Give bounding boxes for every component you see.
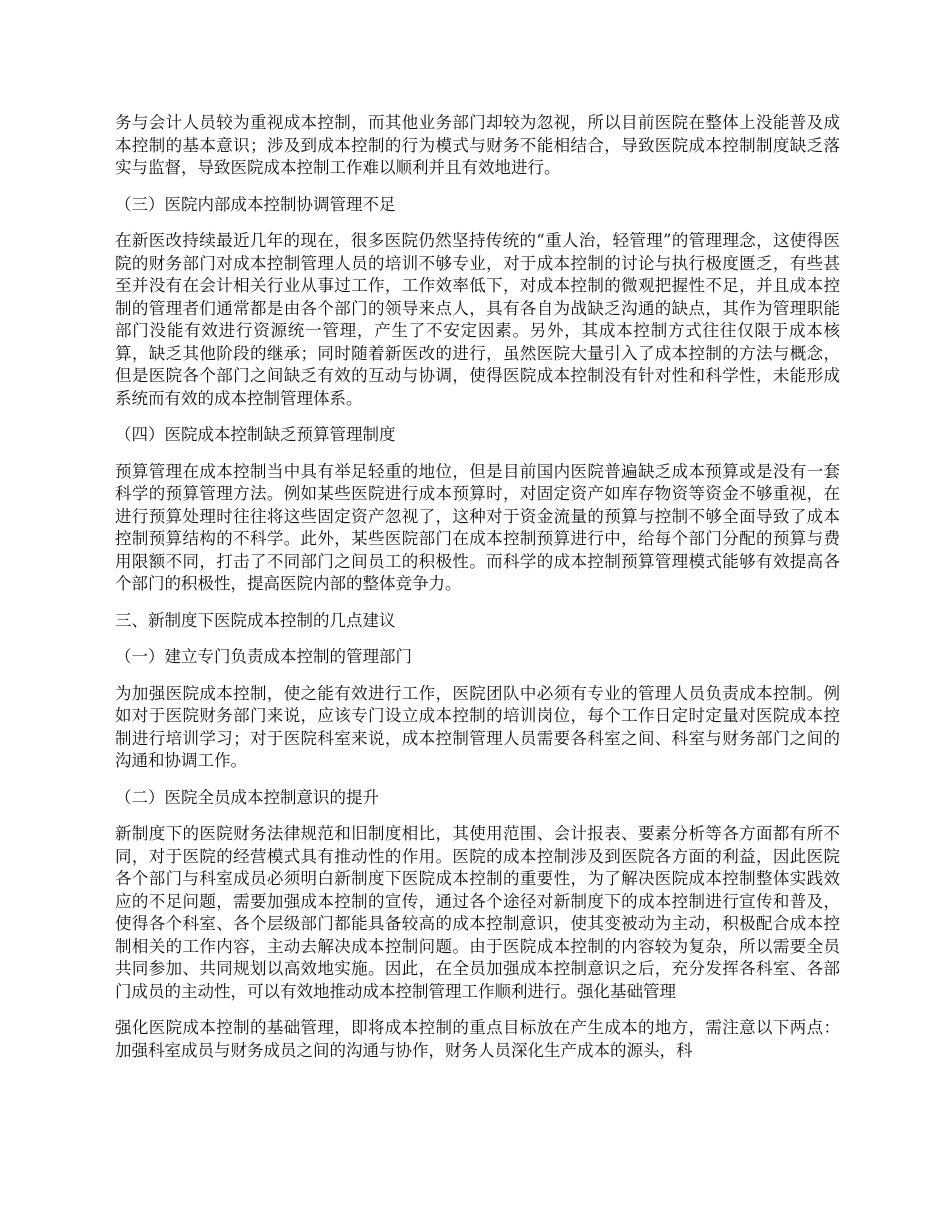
section-heading-coordination: （三）医院内部成本控制协调管理不足 <box>115 194 396 214</box>
paragraph-coordination: 在新医改持续最近几年的现在，很多医院仍然坚持传统的“重人治，轻管理”的管理理念，这使得医院的财务部门对成本控制管理人员的培训不够专业，对于成本控制的讨论与执行极度匮乏，有些甚至并没有在会计相关行业从事过工作，工作效率低下，对成本控制的微观把握性不足，并且成本控制的管理者们通常都是由各个部门的领导来点人，具有各自为战缺乏沟通的缺点，其作为管理职能部门没能有效进行资源统一管理，产生了不安定因素。另外，其成本控制方式往往仅限于成本核算，缺乏其他阶段的继承；同时随着新医改的进行，虽然医院大量引入了成本控制的方法与概念，但是医院各个部门之间缺乏有效的互动与协调，使得医院成本控制没有针对性和科学性，未能形成系统而有效的成本控制管理体系。 <box>115 231 840 408</box>
chapter-heading-suggestions: 三、新制度下医院成本控制的几点建议 <box>115 610 396 630</box>
section-heading-budget: （四）医院成本控制缺乏预算管理制度 <box>115 425 396 444</box>
section-heading-department: （一）建立专门负责成本控制的管理部门 <box>115 647 412 666</box>
paragraph-budget: 预算管理在成本控制当中具有举足轻重的地位，但是目前国内医院普遍缺乏成本预算或是没有一套科学的预算管理方法。例如某些医院进行成本预算时，对固定资产如库存物资等资金不够重视，在进行预算处理时往往将这些固定资产忽视了，这种对于资金流量的预算与控制不够全面导致了成本控制预算结构的不科学。此外，某些医院部门在成本控制预算进行中，给每个部门分配的预算与费用限额不同，打击了不同部门之间员工的积极性。而科学的成本控制预算管理模式能够有效提高各个部门的积极性，提高医院内部的整体竞争力。 <box>115 461 840 593</box>
paragraph-intro-continued: 务与会计人员较为重视成本控制，而其他业务部门却较为忽视，所以目前医院在整体上没能普及成本控制的基本意识；涉及到成本控制的行为模式与财务不能相结合，导致医院成本控制制度缺乏落实与监督，导致医院成本控制工作难以顺利并且有效地进行。 <box>115 113 840 177</box>
paragraph-basic-management: 强化医院成本控制的基础管理，即将成本控制的重点目标放在产生成本的地方，需注意以下两点：加强科室成员与财务成员之间的沟通与协作，财务人员深化生产成本的源头，科 <box>115 1018 840 1060</box>
section-heading-awareness: （二）医院全员成本控制意识的提升 <box>115 787 379 807</box>
paragraph-awareness: 新制度下的医院财务法律规范和旧制度相比，其使用范围、会计报表、要素分析等各方面都有所不同，对于医院的经营模式具有推动性的作用。医院的成本控制涉及到医院各方面的利益，因此医院各个部门与科室成员必须明白新制度下医院成本控制的重要性，为了解决医院成本控制整体实践效应的不足问题，需要加强成本控制的宣传，通过各个途径对新制度下的成本控制进行宣传和普及，使得各个科室、各个层级部门都能具备较高的成本控制意识，使其变被动为主动，积极配合成本控制相关的工作内容，主动去解决成本控制问题。由于医院成本控制的内容较为复杂，所以需要全员共同参加、共同规划以高效地实施。因此，在全员加强成本控制意识之后，充分发挥各科室、各部门成员的主动性，可以有效地推动成本控制管理工作顺利进行。强化基础管理 <box>115 824 840 1001</box>
document-page <box>115 112 840 1076</box>
paragraph-department: 为加强医院成本控制，使之能有效进行工作，医院团队中必须有专业的管理人员负责成本控制。例如对于医院财务部门来说，应该专门设立成本控制的培训岗位，每个工作日定时定量对医院成本控制进行培训学习；对于医院科室来说，成本控制管理人员需要各科室之间、科室与财务部门之间的沟通和协调工作。 <box>115 683 840 770</box>
